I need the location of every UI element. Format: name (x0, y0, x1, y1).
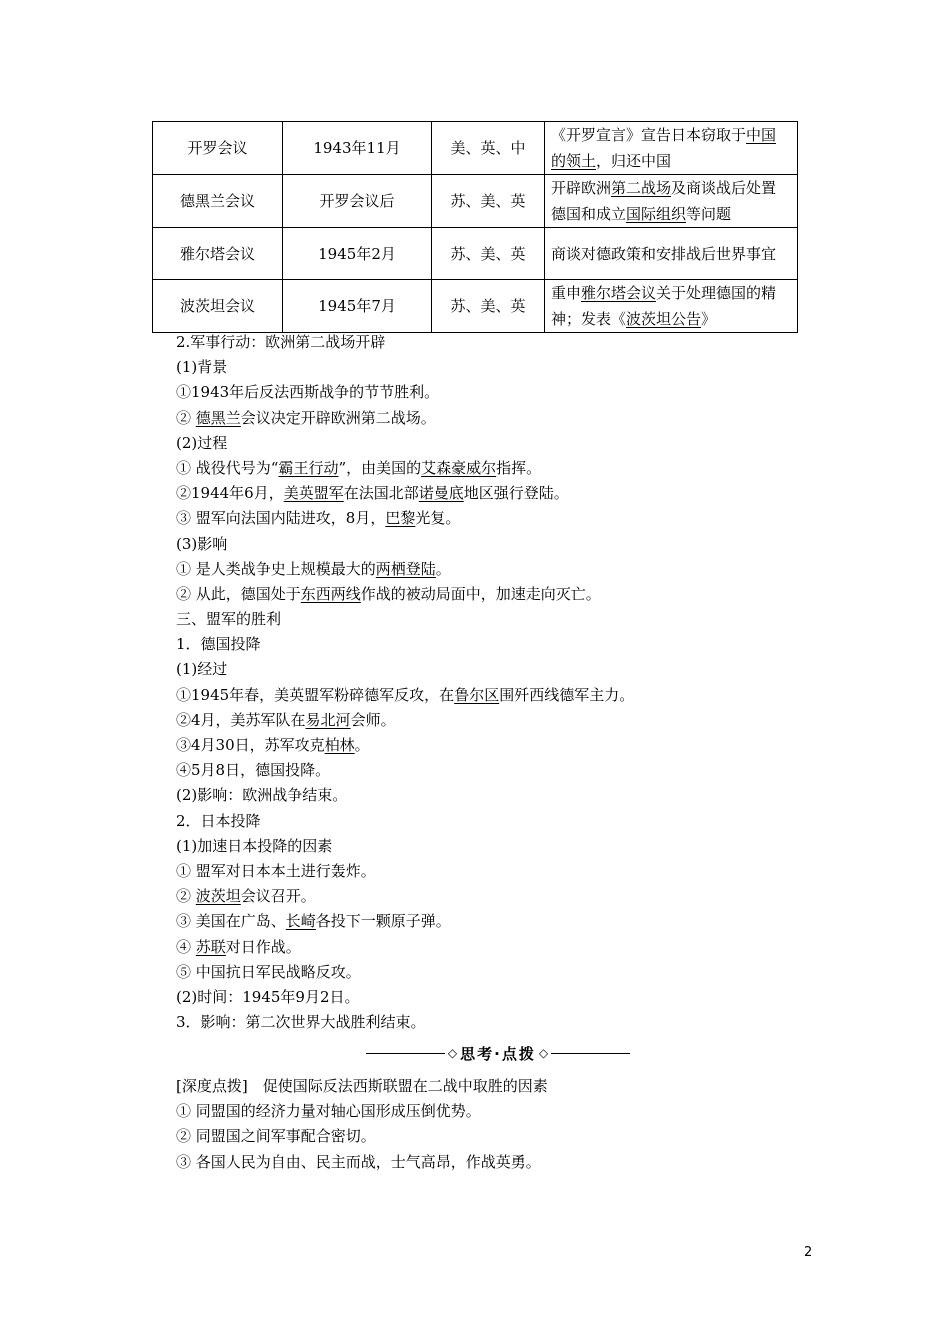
text-line (176, 960, 816, 985)
text-segment: 指挥。 (496, 458, 542, 477)
text-segment: ，归还中国 (596, 152, 672, 170)
diamond-icon-left: ◇ (447, 1046, 458, 1060)
conference-table (152, 121, 798, 333)
text-segment: 各投下一颗原子弹。 (315, 912, 451, 931)
text-line (176, 809, 816, 834)
text-line (176, 935, 816, 960)
text-segment: 等问题 (686, 205, 732, 223)
conference-content-cell (545, 280, 798, 333)
text-segment: ①1945年春，美英盟军粉碎德军反攻，在 (176, 685, 455, 704)
underlined-answer: 巴黎 (385, 509, 416, 528)
underlined-answer: 美英盟军 (283, 484, 344, 503)
text-line (176, 1124, 816, 1149)
text-segment: ② (176, 408, 196, 427)
conference-parties-cell: 苏、美、英 (432, 228, 545, 280)
text-segment: (3)影响 (176, 534, 228, 553)
text-line (176, 506, 816, 531)
conference-parties-cell: 苏、美、英 (432, 175, 545, 228)
text-segment: 及商谈战后处置德国和成立 (551, 179, 777, 223)
text-segment: ① 是人类战争史上规模最大的 (176, 559, 376, 578)
text-segment: 。 (354, 736, 370, 754)
conference-name-cell: 开罗会议 (153, 122, 283, 175)
text-line (176, 406, 816, 431)
conference-time-cell: 1945年2月 (283, 228, 432, 280)
text-line (176, 859, 816, 884)
underlined-answer: 艾森豪威尔 (421, 458, 497, 477)
table-row (153, 122, 798, 175)
text-segment: 三、盟军的胜利 (176, 610, 282, 629)
text-segment: 会议召开。 (240, 887, 316, 906)
underlined-answer: 易北河 (305, 710, 351, 729)
text-segment: [深度点拨] 促使国际反法西斯联盟在二战中取胜的因素 (176, 1077, 548, 1095)
text-line (176, 783, 816, 808)
text-segment: ① 战役代号为“ (176, 458, 279, 477)
underlined-answer: 柏林 (324, 736, 355, 754)
text-segment: ① 盟军对日本本土进行轰炸。 (176, 861, 376, 880)
underlined-answer: 两栖登陆 (375, 559, 436, 578)
text-line (176, 582, 816, 607)
section-divider (366, 1040, 630, 1066)
conference-name-cell: 雅尔塔会议 (153, 228, 283, 280)
text-segment: ② 同盟国之间军事配合密切。 (176, 1127, 376, 1146)
underlined-answer: 第二战场 (611, 179, 672, 197)
conference-time-cell: 1943年11月 (283, 122, 432, 175)
underlined-answer: 中国的领土 (551, 126, 777, 170)
text-segment: 会议决定开辟欧洲第二战场。 (240, 408, 436, 427)
underlined-answer: 雅尔塔会议 (581, 284, 657, 302)
underlined-answer: 长崎 (285, 912, 316, 931)
underlined-answer: 国际组织 (626, 205, 687, 223)
text-line (176, 758, 816, 783)
diamond-icon-right: ◇ (538, 1046, 549, 1060)
text-line (176, 1099, 816, 1124)
divider-line-right (551, 1053, 630, 1054)
text-segment: 对日作战。 (225, 937, 301, 956)
text-segment: ②4月，美苏军队在 (176, 710, 306, 729)
text-segment: ③ 盟军向法国内陆进攻，8月， (176, 509, 386, 528)
divider-line-left (366, 1053, 445, 1054)
text-line (176, 683, 816, 708)
text-segment: 关于处理德国的精神；发表《 (551, 284, 777, 328)
conference-parties-cell: 美、英、中 (432, 122, 545, 175)
text-line (176, 985, 816, 1010)
text-line (176, 884, 816, 909)
text-line (176, 834, 816, 859)
conference-time-cell: 1945年7月 (283, 280, 432, 333)
text-segment: ③ 各国人民为自由、民主而战，士气高昂，作战英勇。 (176, 1152, 541, 1171)
underlined-answer: 波茨坦公告 (626, 310, 702, 328)
conference-content-cell (545, 228, 798, 280)
page-number: 2 (804, 1245, 813, 1260)
text-segment: (1)加速日本投降的因素 (176, 836, 333, 855)
text-segment: ③4月30日，苏军攻克 (176, 736, 325, 754)
text-segment: 光复。 (415, 509, 461, 528)
conference-content-cell (545, 122, 798, 175)
text-line (176, 380, 816, 405)
text-segment: 1．德国投降 (176, 635, 261, 654)
text-segment: 地区强行登陆。 (463, 484, 569, 503)
text-segment: 。 (435, 559, 451, 578)
text-segment: (2)时间：1945年9月2日。 (176, 987, 360, 1006)
text-line (176, 330, 816, 355)
text-line (176, 632, 816, 657)
text-segment: ①1943年后反法西斯战争的节节胜利。 (176, 383, 440, 402)
conference-name-cell: 德黑兰会议 (153, 175, 283, 228)
table-row (153, 228, 798, 280)
text-segment: ②1944年6月， (176, 484, 284, 503)
text-segment: ③ 美国在广岛、 (176, 912, 286, 931)
table-row (153, 175, 798, 228)
text-segment: 2.军事行动：欧洲第二战场开辟 (176, 333, 386, 351)
text-segment: ② 从此，德国处于 (176, 584, 301, 603)
text-segment: 商谈对德政策和安排战后世界事宜 (551, 244, 777, 263)
main-text (176, 330, 816, 1035)
text-segment: (2)影响：欧洲战争结束。 (176, 786, 348, 805)
text-segment: 》 (701, 310, 717, 328)
text-line (176, 481, 816, 506)
divider-title: 思考·点拨 (460, 1044, 536, 1063)
text-segment: ② (176, 887, 196, 906)
text-line (176, 456, 816, 481)
underlined-answer: 苏联 (195, 937, 226, 956)
conference-content-cell (545, 175, 798, 228)
text-line (176, 355, 816, 380)
text-segment: 2．日本投降 (176, 811, 261, 830)
text-segment: 《开罗宣言》宣告日本窃取于 (551, 126, 747, 144)
text-segment: ④ (176, 937, 196, 956)
text-line (176, 557, 816, 582)
text-segment: ① 同盟国的经济力量对轴心国形成压倒优势。 (176, 1102, 481, 1121)
text-line (176, 607, 816, 632)
underlined-answer: 鲁尔区 (454, 685, 500, 704)
text-line (176, 909, 816, 934)
text-line (176, 1074, 816, 1099)
text-line (176, 431, 816, 456)
underlined-answer: 诺曼底 (418, 484, 464, 503)
table-row (153, 280, 798, 333)
text-line (176, 1010, 816, 1035)
tips-text (176, 1074, 816, 1175)
text-line (176, 532, 816, 557)
text-segment: 重申 (551, 284, 582, 302)
text-segment: (1)经过 (176, 660, 228, 679)
underlined-answer: 波茨坦 (195, 887, 241, 906)
text-segment: 开辟欧洲 (551, 179, 612, 197)
text-segment: ”，由美国的 (338, 458, 422, 477)
text-line (176, 708, 816, 733)
underlined-answer: 东西两线 (300, 584, 361, 603)
conference-name-cell: 波茨坦会议 (153, 280, 283, 333)
text-segment: ④5月8日，德国投降。 (176, 761, 331, 780)
text-segment: ⑤ 中国抗日军民战略反攻。 (176, 962, 361, 981)
text-line (176, 657, 816, 682)
conference-parties-cell: 苏、美、英 (432, 280, 545, 333)
underlined-answer: 霸王行动 (278, 458, 339, 477)
conference-time-cell: 开罗会议后 (283, 175, 432, 228)
text-segment: 在法国北部 (343, 484, 419, 503)
underlined-answer: 德黑兰 (195, 408, 241, 427)
text-segment: 会师。 (350, 710, 396, 729)
text-segment: 作战的被动局面中，加速走向灭亡。 (360, 584, 601, 603)
text-segment: 3．影响：第二次世界大战胜利结束。 (176, 1013, 426, 1032)
text-segment: (2)过程 (176, 433, 228, 452)
text-segment: 围歼西线德军主力。 (499, 685, 635, 704)
text-line (176, 733, 816, 758)
text-segment: (1)背景 (176, 358, 228, 377)
text-line (176, 1150, 816, 1175)
